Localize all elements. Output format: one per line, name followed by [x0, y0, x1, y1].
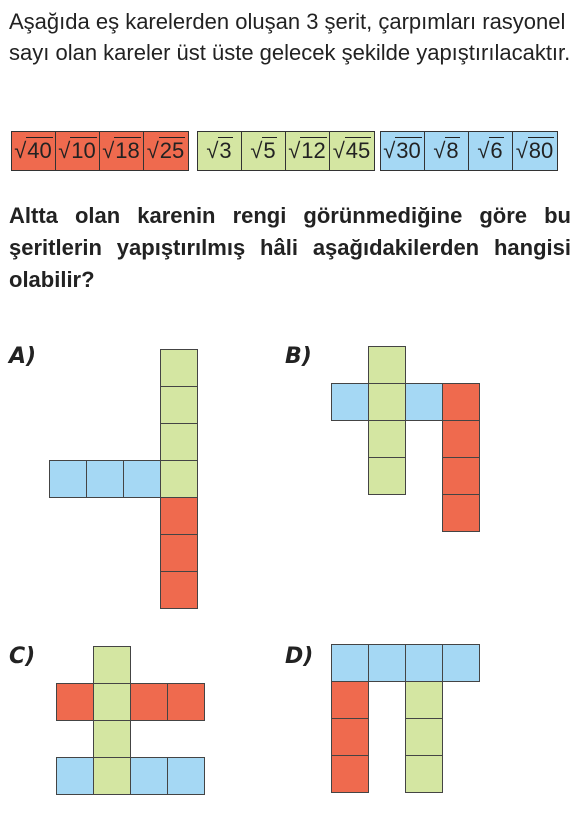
red-cell: √ 18	[100, 132, 144, 170]
green-cell: √ 3	[198, 132, 242, 170]
blue-cell: √ 6	[469, 132, 513, 170]
red-square	[56, 683, 94, 721]
green-square	[160, 460, 198, 498]
green-square	[368, 346, 406, 384]
intro-text: Aşağıda eş karelerden oluşan 3 şerit, çarpımları rasyonel sayı olan kareler üst üste gelecek şekilde yapıştırılacaktır.	[9, 9, 571, 65]
blue-square	[331, 383, 369, 421]
red-cell: √ 10	[56, 132, 100, 170]
green-square	[160, 386, 198, 424]
green-square	[93, 757, 131, 795]
red-square	[160, 534, 198, 572]
question-text: Altta olan karenin rengi görünmediğine göre bu şeritlerin yapıştırılmış hâli aşağıdakilerden hangisi olabilir?	[9, 203, 571, 292]
blue-square	[49, 460, 87, 498]
red-square	[160, 497, 198, 535]
option-c-label[interactable]: C)	[9, 644, 36, 669]
option-b-label[interactable]: B)	[285, 344, 312, 369]
blue-square	[130, 757, 168, 795]
green-square	[368, 457, 406, 495]
green-square	[405, 755, 443, 793]
green-square	[93, 683, 131, 721]
option-a-label[interactable]: A)	[9, 344, 37, 369]
blue-square	[405, 383, 443, 421]
red-cell: √ 40	[12, 132, 56, 170]
green-cell: √ 12	[286, 132, 330, 170]
red-square	[130, 683, 168, 721]
blue-square	[331, 644, 369, 682]
red-square	[442, 383, 480, 421]
green-square	[405, 681, 443, 719]
blue-strip	[380, 131, 558, 171]
blue-square	[167, 757, 205, 795]
green-strip	[197, 131, 375, 171]
green-square	[160, 349, 198, 387]
blue-cell: √ 8	[425, 132, 469, 170]
red-square	[331, 755, 369, 793]
red-square	[167, 683, 205, 721]
green-square	[93, 720, 131, 758]
green-square	[405, 718, 443, 756]
red-cell: √ 25	[144, 132, 188, 170]
green-square	[160, 423, 198, 461]
blue-square	[442, 644, 480, 682]
green-square	[93, 646, 131, 684]
green-cell: √ 5	[242, 132, 286, 170]
green-square	[368, 420, 406, 458]
red-square	[331, 718, 369, 756]
red-strip	[11, 131, 189, 171]
blue-square	[56, 757, 94, 795]
red-square	[442, 420, 480, 458]
green-square	[368, 383, 406, 421]
red-square	[442, 457, 480, 495]
blue-square	[86, 460, 124, 498]
blue-square	[123, 460, 161, 498]
red-square	[331, 681, 369, 719]
blue-cell: √ 80	[513, 132, 557, 170]
red-square	[160, 571, 198, 609]
red-square	[442, 494, 480, 532]
blue-square	[368, 644, 406, 682]
green-cell: √ 45	[330, 132, 374, 170]
option-d-label[interactable]: D)	[285, 644, 314, 669]
blue-cell: √ 30	[381, 132, 425, 170]
blue-square	[405, 644, 443, 682]
